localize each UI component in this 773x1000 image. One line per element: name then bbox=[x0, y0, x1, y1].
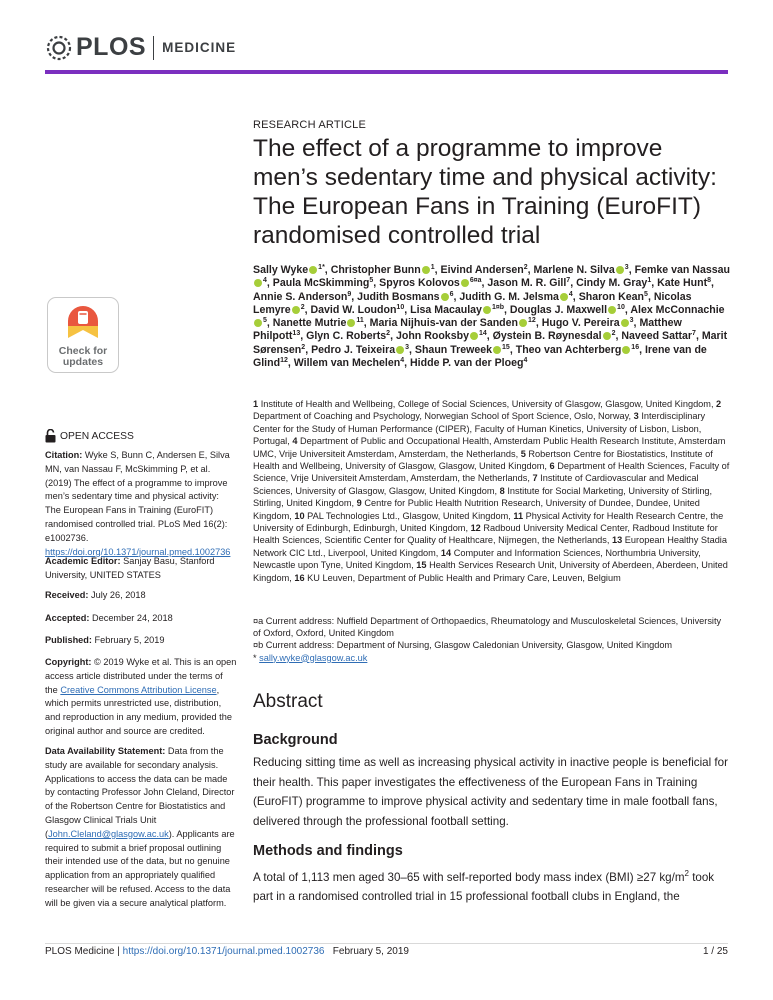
header-rule bbox=[45, 70, 728, 74]
author-affiliation-marker: 2 bbox=[611, 330, 616, 338]
author: Sharon Kean$^5$, bbox=[578, 290, 654, 303]
author: Cindy M. Gray$^1$, bbox=[576, 277, 658, 290]
author-affiliation-marker: 16 bbox=[631, 343, 640, 351]
author: Annie S. Anderson$^9$, bbox=[253, 290, 358, 303]
author: Paula McSkimming$^5$, bbox=[272, 277, 380, 290]
orcid-icon[interactable] bbox=[441, 293, 449, 301]
orcid-icon[interactable] bbox=[292, 306, 300, 314]
open-access bbox=[45, 429, 134, 443]
plos-logo-icon bbox=[45, 34, 73, 62]
orcid-icon[interactable] bbox=[560, 293, 568, 301]
author: Marlene N. Silva $^3$, bbox=[533, 264, 635, 276]
author-affiliation-marker: 3 bbox=[405, 343, 409, 351]
affiliation: 5 Robertson Centre for Biostatistics, Institute of Health and Wellbeing, University of Glasgow, Glasgow, United Kingdom, bbox=[253, 448, 713, 472]
background-heading: Background bbox=[253, 732, 338, 748]
corresponding-author: * sally.wyke@glasgow.ac.uk bbox=[253, 652, 368, 663]
author-name: Judith G. M. Jelsma bbox=[459, 290, 559, 303]
orcid-icon[interactable] bbox=[483, 306, 491, 314]
orcid-icon[interactable] bbox=[461, 279, 469, 287]
author-name: Glyn C. Roberts bbox=[306, 330, 387, 343]
author: Kate Hunt$^8$, bbox=[657, 277, 714, 290]
footer-doi-link[interactable]: https://doi.org/10.1371/journal.pmed.1002736 bbox=[122, 946, 325, 957]
academic-editor: Academic Editor: Sanjay Basu, Stanford University, UNITED STATES bbox=[45, 556, 215, 580]
footer-rule bbox=[45, 943, 728, 944]
author-affiliation-marker: 4 bbox=[263, 277, 267, 285]
citation: Citation: Wyke S, Bunn C, Andersen E, Silva MN, van Nassau F, McSkimming P, et al. (2019) The effect of a programme to improve men’s sedentary time and physical activity: The European Fans in Training (EuroFIT) randomised controlled trial. PLoS Med 16(2): e1002736. https://doi.org/10.1371/journal.pmed.1002736 bbox=[45, 450, 231, 557]
author-name: Maria Nijhuis-van der Sanden bbox=[369, 317, 519, 330]
author: Spyros Kolovos $^{6¤a}$, bbox=[379, 277, 488, 290]
author-name: Spyros Kolovos bbox=[379, 277, 460, 290]
affiliation: 4 Department of Public and Occupational Health, Amsterdam Public Health Research Institute, Amsterdam UMC, Vrije Universiteit Amsterdam, Amsterdam, the Netherlands, bbox=[253, 436, 726, 459]
author-affiliation-marker: 10 bbox=[617, 303, 625, 311]
orcid-icon[interactable] bbox=[616, 266, 624, 274]
author: Eivind Andersen$^2$, bbox=[440, 264, 534, 276]
author-affiliation-marker: 1* bbox=[318, 264, 325, 271]
page-number: 1 / 25 bbox=[702, 946, 728, 957]
orcid-icon[interactable] bbox=[519, 319, 527, 327]
author-affiliation-marker: 11 bbox=[356, 317, 364, 325]
affiliation: 3 Interdisciplinary Center for the Study of Human Performance (CIPER), Faculty of Human Kinetics, University of Lisbon, Lisbon, Portugal, bbox=[253, 411, 706, 447]
author-affiliation-marker: 14 bbox=[478, 330, 487, 338]
author-affiliation-marker: 15 bbox=[502, 343, 510, 351]
author: Naveed Sattar$^7$, bbox=[621, 330, 702, 343]
author: Femke van Nassau$^4$, bbox=[253, 264, 730, 289]
affiliation: 11 Physical Activity for Health Research Centre, the University of Edinburgh, Edinburgh, United Kingdom, bbox=[253, 510, 724, 534]
author-affiliation-marker: 2 bbox=[523, 264, 528, 271]
orcid-icon[interactable] bbox=[396, 346, 404, 354]
author-affiliation-marker: 10 bbox=[396, 303, 405, 311]
author: Jason M. R. Gill$^7$, bbox=[487, 277, 577, 290]
author-name: Annie S. Anderson bbox=[253, 290, 348, 303]
author: Willem van Mechelen$^4$, bbox=[293, 357, 411, 370]
orcid-icon[interactable] bbox=[621, 319, 629, 327]
data-availability: Data Availability Statement: Data from the study are available for secondary analysis. Applications to access the data can be made by contacting Professor John Cleland, Director of the Robertson Centre for Biostatistics and Glasgow Clinical Trials Unit (John.Cleland@glasgow.ac.uk). Applicants are required to submit a brief proposal outlining their intended use of the data, but no genuine application from an appropriately qualified researcher will be refused. Access to the data will be given via a secure analytical platform. bbox=[45, 746, 235, 908]
author-affiliation-marker: 6 bbox=[449, 290, 454, 298]
methods-heading: Methods and findings bbox=[253, 843, 403, 859]
copyright: Copyright: © 2019 Wyke et al. This is an open access article distributed under the terms of the Creative Commons Attribution License, which permits unrestricted use, distribution, and reproduction in any medium, provided the original author and source are credited. bbox=[45, 657, 237, 736]
open-lock-icon bbox=[45, 429, 56, 443]
author-name: Nicolas Lemyre bbox=[253, 290, 692, 316]
author-name: Douglas J. Maxwell bbox=[509, 303, 608, 316]
author: Nicolas Lemyre $^2$, bbox=[253, 290, 692, 316]
affiliation: 13 European Healthy Stadia Network CIC Ltd., Liverpool, United Kingdom, bbox=[253, 535, 727, 558]
article-title: The effect of a programme to improve men’s sedentary time and physical activity: The European Fans in Training (EuroFIT) randomised controlled trial bbox=[253, 135, 717, 249]
author-affiliation-marker: 6¤a bbox=[469, 277, 482, 285]
author-name: Hugo V. Pereira bbox=[541, 317, 620, 330]
author-name: John Rooksby bbox=[395, 330, 469, 343]
current-address-a: ¤a Current address: Nuffield Department of Orthopaedics, Rheumatology and Musculoskeletal Sciences, University of Oxford, Oxford, United Kingdom bbox=[253, 616, 722, 639]
author: Alex McConnachie$^5$, bbox=[253, 304, 725, 329]
author: Marit Sørensen$^2$, bbox=[253, 330, 728, 356]
author-name: Øystein B. Røynesdal bbox=[492, 330, 602, 343]
author: Christopher Bunn $^1$, bbox=[330, 264, 441, 276]
author-list bbox=[253, 264, 731, 370]
author: Shaun Treweek $^{15}$, bbox=[414, 343, 516, 356]
author-affiliation-marker: 7 bbox=[566, 277, 571, 285]
affiliation: 9 Centre for Public Health Nutrition Research, University of Dundee, Dundee, United Kingdom, bbox=[253, 498, 700, 521]
orcid-icon[interactable] bbox=[254, 279, 262, 287]
author-affiliation-marker: 13 bbox=[292, 330, 301, 338]
affiliation: 16 KU Leuven, Department of Public Health and Primary Care, Leuven, Belgium bbox=[294, 572, 621, 583]
bookmark-icon bbox=[66, 304, 100, 340]
author: Hugo V. Pereira $^3$, bbox=[541, 317, 640, 330]
author-name: Paula McSkimming bbox=[272, 277, 370, 290]
corresponding-email-link[interactable]: sally.wyke@glasgow.ac.uk bbox=[259, 652, 368, 663]
author: Glyn C. Roberts$^2$, bbox=[306, 330, 396, 343]
author-name: Marit Sørensen bbox=[253, 330, 728, 356]
author-name: Willem van Mechelen bbox=[293, 357, 401, 370]
author-affiliation-marker: 5 bbox=[644, 290, 648, 298]
data-contact-email-link[interactable]: John.Cleland@glasgow.ac.uk bbox=[48, 828, 169, 839]
author-name: Kate Hunt bbox=[657, 277, 708, 290]
affiliation: 2 Department of Coaching and Psychology, Norwegian School of Sport Science, Oslo, Norway, bbox=[253, 399, 722, 422]
author-name: Hidde P. van der Ploeg bbox=[410, 357, 524, 370]
affiliation: 1 Institute of Health and Wellbeing, College of Social Sciences, University of Glasgow, Glasgow, United Kingdom, bbox=[253, 399, 717, 409]
author-affiliation-marker: 1¤b bbox=[491, 303, 505, 311]
author: Judith G. M. Jelsma $^4$, bbox=[459, 290, 579, 303]
author-affiliation-marker: 1 bbox=[430, 264, 435, 271]
author-affiliation-marker: 12 bbox=[280, 357, 288, 365]
orcid-icon[interactable] bbox=[470, 332, 478, 340]
author-name: David W. Loudon bbox=[310, 303, 397, 316]
orcid-icon[interactable] bbox=[347, 319, 355, 327]
author-name: Lisa Macaulay bbox=[410, 303, 482, 316]
author-name: Nanette Mutrie bbox=[272, 317, 347, 330]
author-affiliation-marker: 9 bbox=[347, 290, 352, 298]
article-type: RESEARCH ARTICLE bbox=[253, 119, 367, 131]
orcid-icon[interactable] bbox=[422, 266, 430, 274]
orcid-icon[interactable] bbox=[622, 346, 630, 354]
journal-name: MEDICINE bbox=[162, 40, 237, 55]
author-name: Eivind Andersen bbox=[440, 264, 524, 276]
citation-doi-link[interactable]: https://doi.org/10.1371/journal.pmed.1002736 bbox=[45, 546, 231, 557]
current-addresses bbox=[253, 615, 731, 664]
affiliation: 7 Institute of Cardiovascular and Medical Sciences, University of Glasgow, Glasgow, United Kingdom, bbox=[253, 473, 699, 496]
author-affiliation-marker: 4 bbox=[400, 357, 405, 365]
author-name: Sharon Kean bbox=[578, 290, 645, 303]
orcid-icon[interactable] bbox=[309, 266, 317, 274]
author: David W. Loudon$^{10}$, bbox=[310, 303, 411, 316]
abstract-heading: Abstract bbox=[253, 691, 323, 712]
author: Matthew Philpott$^{13}$, bbox=[253, 317, 682, 343]
author-name: Marlene N. Silva bbox=[533, 264, 615, 276]
author-affiliation-marker: 8 bbox=[707, 277, 712, 285]
author-affiliation-marker: 7 bbox=[692, 330, 696, 338]
author bbox=[410, 357, 527, 369]
author-affiliation-marker: 1 bbox=[647, 277, 652, 285]
orcid-icon[interactable] bbox=[254, 319, 262, 327]
author: John Rooksby $^{14}$, bbox=[395, 330, 493, 343]
author-name: Judith Bosmans bbox=[357, 290, 440, 303]
author-affiliation-marker: 12 bbox=[528, 317, 536, 325]
author-name: Matthew Philpott bbox=[253, 317, 682, 343]
author: Theo van Achterberg $^{16}$, bbox=[515, 343, 645, 356]
author-name: Naveed Sattar bbox=[621, 330, 693, 343]
author: Maria Nijhuis-van der Sanden $^{12}$, bbox=[369, 317, 542, 330]
methods-text: A total of 1,113 men aged 30–65 with self-reported body mass index (BMI) ≥27 $kg/m^2$ took part in a randomised controlled trial in 15 professional football clubs in England, the bbox=[253, 869, 715, 904]
author-affiliation-marker: 2 bbox=[301, 343, 306, 351]
orcid-icon[interactable] bbox=[603, 332, 611, 340]
author: Pedro J. Teixeira $^3$, bbox=[311, 343, 415, 356]
author-name: Pedro J. Teixeira bbox=[311, 343, 396, 356]
author-name: Irene van de Glind bbox=[253, 343, 707, 370]
author-name: Cindy M. Gray bbox=[576, 277, 648, 290]
author-name: Alex McConnachie bbox=[630, 303, 725, 316]
author: Lisa Macaulay $^{1¤b}$, bbox=[410, 303, 510, 316]
publisher-name: PLOS bbox=[76, 33, 147, 61]
author-affiliation-marker: 3 bbox=[624, 264, 629, 271]
affiliation: 8 Institute for Social Marketing, University of Stirling, Stirling, United Kingdom, bbox=[253, 485, 713, 509]
footer: PLOS Medicine | https://doi.org/10.1371/journal.pmed.1002736 February 5, 2019 bbox=[45, 946, 409, 957]
author: Nanette Mutrie $^{11}$, bbox=[272, 317, 370, 330]
author: Irene van de Glind$^{12}$, bbox=[253, 343, 707, 370]
logo-divider bbox=[153, 36, 154, 60]
license-link[interactable]: Creative Commons Attribution License bbox=[60, 684, 217, 695]
author: Judith Bosmans $^6$, bbox=[357, 290, 460, 303]
author: Øystein B. Røynesdal $^2$, bbox=[492, 330, 622, 343]
author-affiliation-marker: 2 bbox=[300, 303, 305, 311]
plos-logo[interactable] bbox=[45, 33, 236, 62]
author-affiliation-marker: 2 bbox=[386, 330, 391, 338]
affiliations bbox=[253, 398, 731, 584]
published-date: Published: February 5, 2019 bbox=[45, 635, 165, 645]
check-for-updates-badge[interactable] bbox=[47, 297, 119, 373]
author-affiliation-marker: 5 bbox=[263, 317, 267, 325]
affiliation: 12 Radboud University Medical Center, Radboud Institute for Health Sciences, Scientific Center for Quality of Healthcare, Nijmegen, the Netherlands, bbox=[253, 523, 718, 546]
author: Douglas J. Maxwell $^{10}$, bbox=[509, 303, 631, 316]
current-address-b: ¤b Current address: Department of Nursing, Glasgow Caledonian University, Glasgow, United Kingdom bbox=[253, 640, 673, 651]
accepted-date: Accepted: December 24, 2018 bbox=[45, 613, 173, 623]
author-affiliation-marker: 3 bbox=[629, 317, 634, 325]
author-name: Sally Wyke bbox=[253, 264, 309, 276]
affiliation: 10 PAL Technologies Ltd., Glasgow, United Kingdom, bbox=[294, 510, 514, 521]
orcid-icon[interactable] bbox=[493, 346, 501, 354]
author-affiliation-marker: 5 bbox=[369, 277, 374, 285]
author-name: Jason M. R. Gill bbox=[487, 277, 567, 290]
received-date: Received: July 26, 2018 bbox=[45, 590, 146, 600]
orcid-icon[interactable] bbox=[608, 306, 616, 314]
author-affiliation-marker: 4 bbox=[523, 357, 528, 365]
affiliation: 14 Computer and Information Sciences, Northumbria University, Newcastle upon Tyne, United Kingdom, bbox=[253, 547, 701, 571]
affiliation: 15 Health Services Research Unit, University of Aberdeen, Aberdeen, United Kingdom, bbox=[253, 560, 728, 583]
affiliation: 6 Department of Health Sciences, Faculty of Science, Vrije Universiteit Amsterdam, Amsterdam, the Netherlands, bbox=[253, 461, 730, 484]
check-for-updates-label: Check for updates bbox=[58, 345, 108, 368]
open-access-label: OPEN ACCESS bbox=[60, 430, 134, 442]
author-name: Femke van Nassau bbox=[634, 264, 730, 276]
author-name: Shaun Treweek bbox=[414, 343, 493, 356]
author: Sally Wyke $^{1*}$, bbox=[253, 264, 331, 276]
author-affiliation-marker: 4 bbox=[568, 290, 573, 298]
author-name: Theo van Achterberg bbox=[515, 343, 622, 356]
author-name: Christopher Bunn bbox=[330, 264, 421, 276]
background-text: Reducing sitting time as well as increasing physical activity in inactive people is beneficial for their health. This paper investigates the effectiveness of the European Fans in Training (EuroFIT) programme to improve physical activity and sedentary time in male football fans, delivered through the professional football setting. bbox=[253, 756, 728, 828]
